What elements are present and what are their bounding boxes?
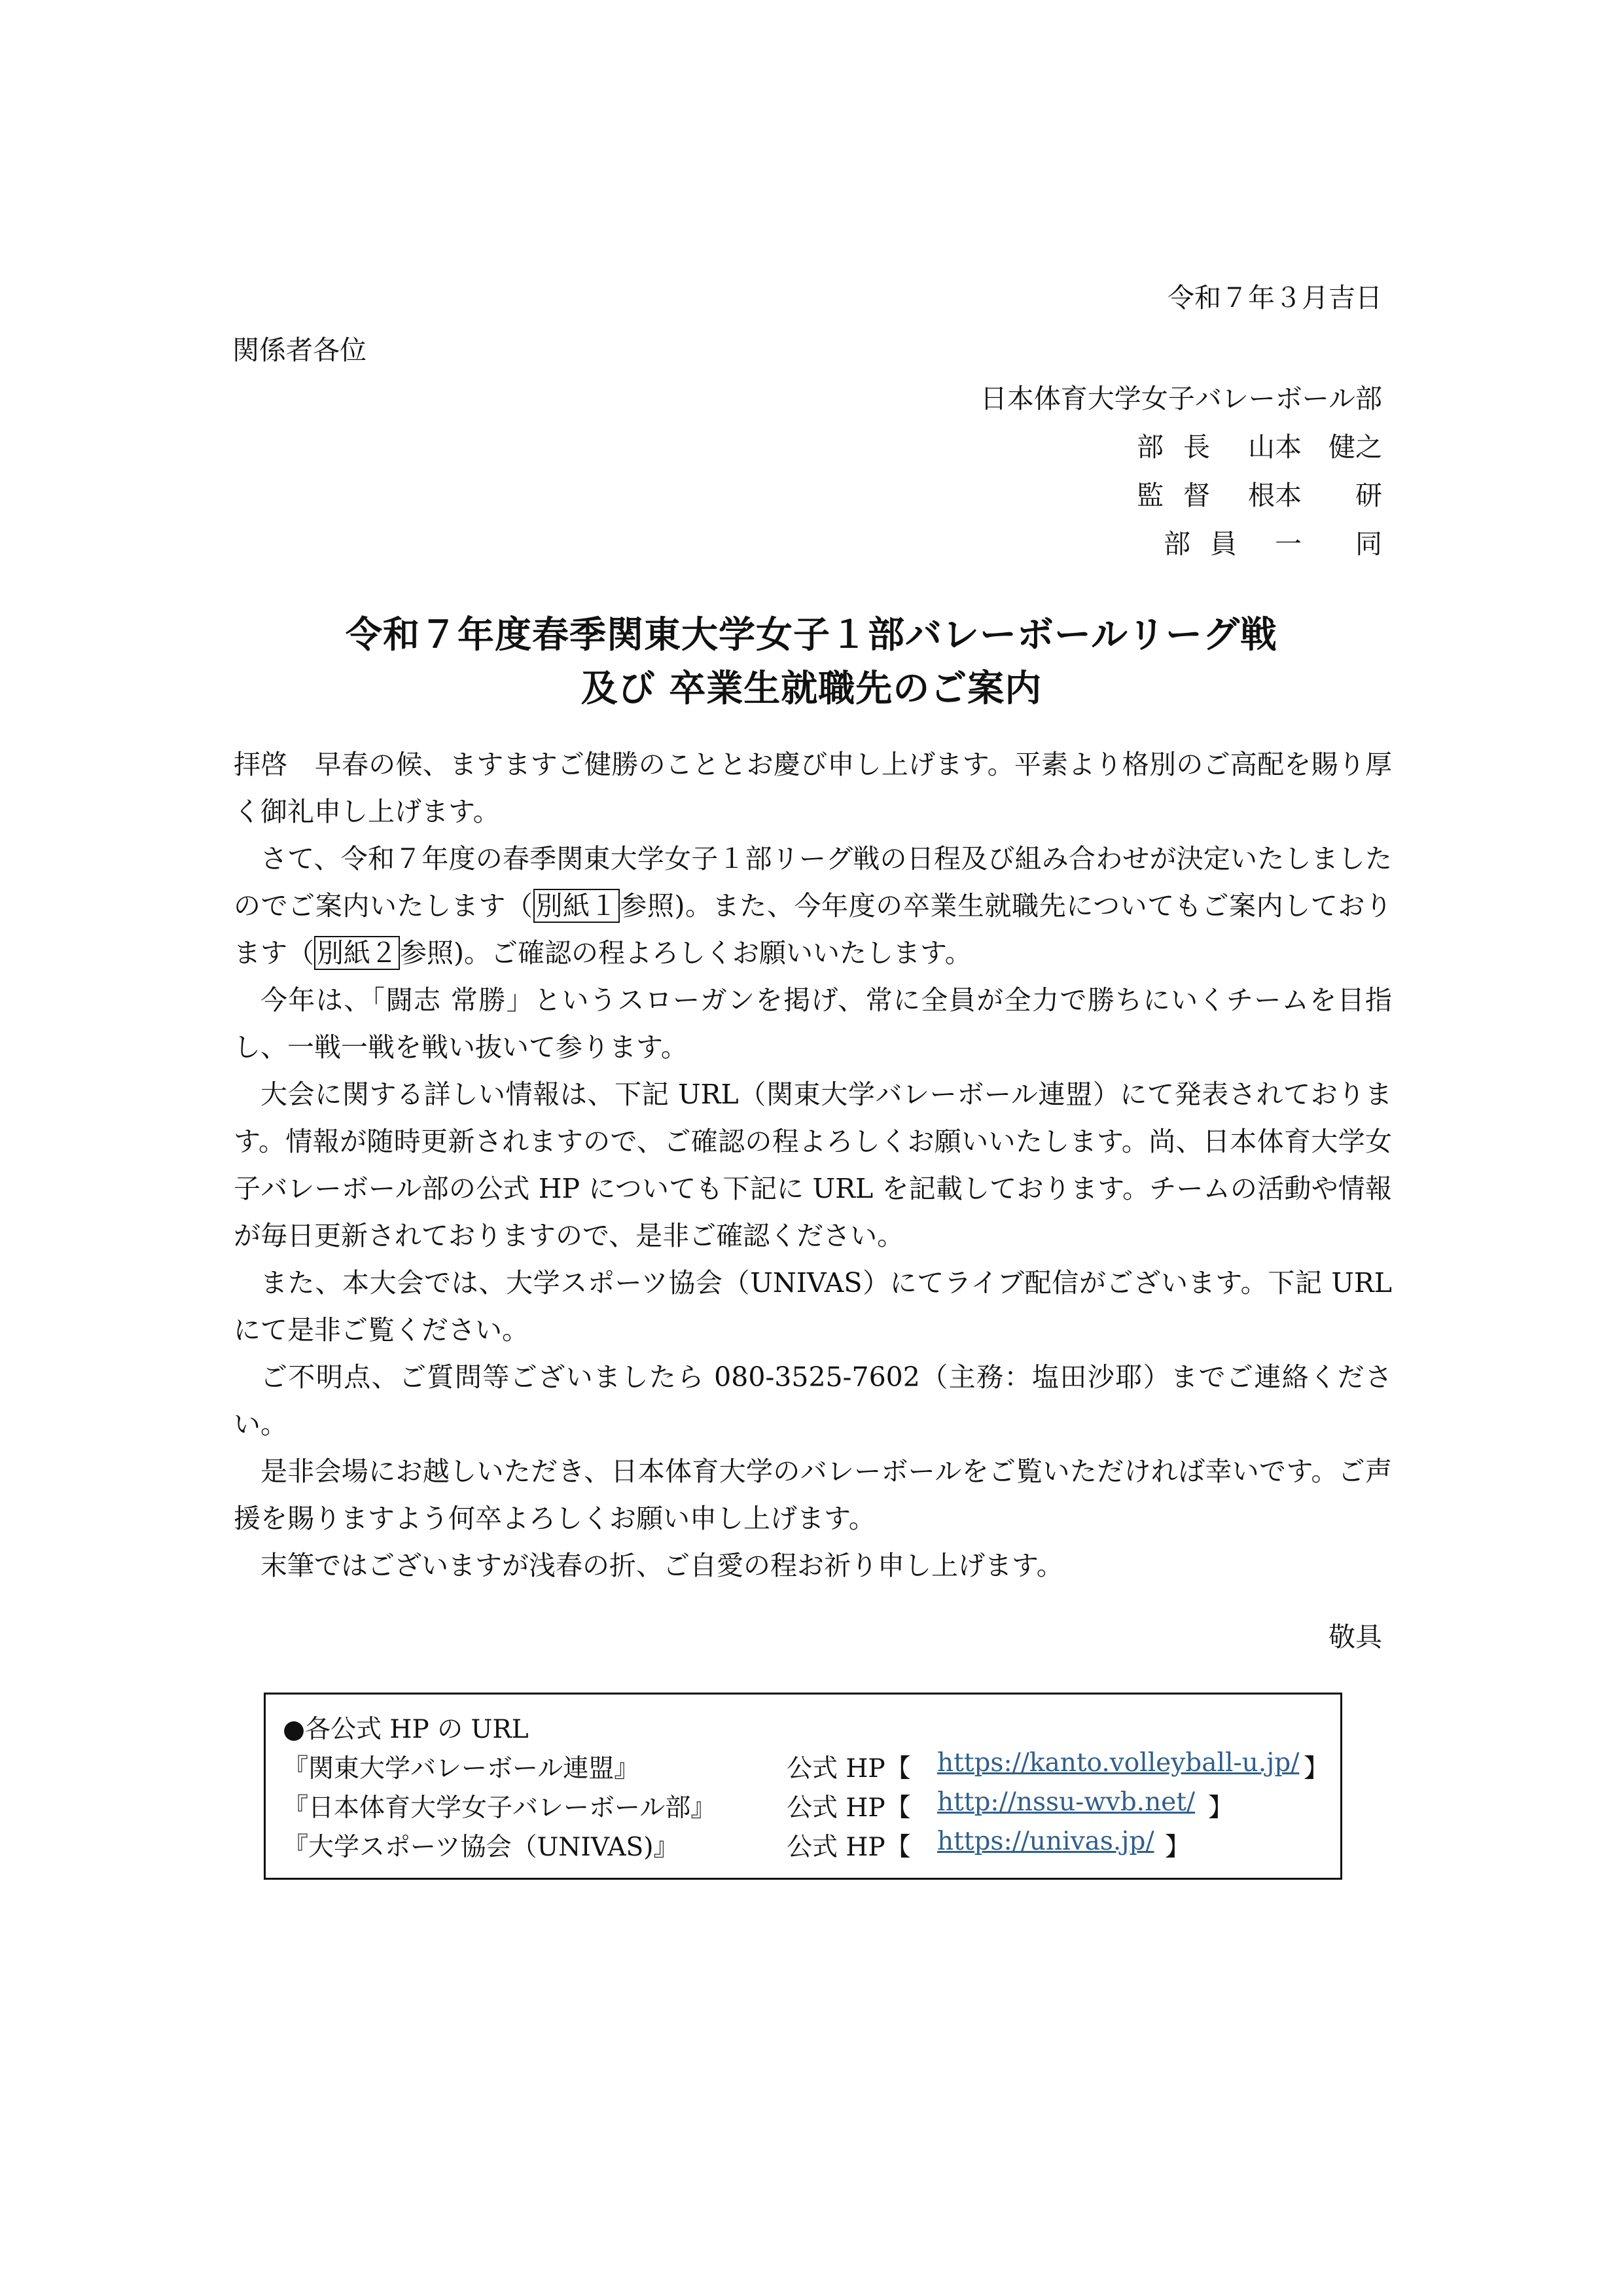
closing-word: 敬具 — [1329, 1621, 1382, 1653]
url-link[interactable]: http://nssu-wvb.net/ — [937, 1787, 1196, 1817]
signatory-name: 一 同 — [1275, 528, 1382, 560]
signatory-role: 監督 — [1137, 480, 1230, 511]
recipient: 関係者各位 — [232, 334, 366, 366]
url-link[interactable]: https://kanto.volleyball-u.jp/ — [937, 1748, 1300, 1778]
attachment-1-reference: 別紙１ — [533, 889, 620, 923]
paragraph-closing-wish: 末筆ではございますが浅春の折、ご自愛の程お祈り申し上げます。 — [260, 1550, 1063, 1581]
url-org-name: 『大学スポーツ協会（UNIVAS)』 — [283, 1833, 679, 1862]
signatory-role: 部長 — [1137, 431, 1230, 463]
attachment-2-reference: 別紙２ — [314, 936, 400, 970]
paragraph-live-stream: また、本大会では、大学スポーツ協会（UNIVAS）にてライブ配信がございます。下記 URL にて是非ご覧ください。 — [234, 1267, 1392, 1346]
signatory-members — [1164, 522, 1382, 561]
url-row — [283, 1827, 1330, 1866]
letter-body — [234, 741, 1392, 1589]
url-label: 公式 HP【 — [787, 1754, 911, 1784]
url-org-name: 『日本体育大学女子バレーボール部』 — [283, 1793, 717, 1823]
sender-organization: 日本体育大学女子バレーボール部 — [980, 383, 1382, 414]
url-row — [283, 1787, 1330, 1827]
signatory-captain — [1137, 425, 1382, 464]
url-link[interactable]: https://univas.jp/ — [937, 1827, 1154, 1856]
document-date: 令和７年３月吉日 — [1168, 282, 1382, 314]
url-label: 公式 HP【 — [787, 1793, 911, 1823]
paragraph-text: 参照)。ご確認の程よろしくお願いいたします。 — [400, 937, 972, 969]
paragraph-contact: ご不明点、ご質問等ございましたら 080-3525-7602（主務：塩田沙耶）までご連絡ください。 — [234, 1361, 1392, 1440]
paragraph-text: さて、令和７年度の春季関東大学女子１部リーグ戦の日程及び組み合わせが決定いたしましたのでご案内いたします（ — [234, 843, 1392, 922]
url-box-heading: ●各公式 HP の URL — [283, 1715, 529, 1744]
paragraph-announcement — [234, 835, 1392, 977]
paragraph-invitation: 是非会場にお越しいただき、日本体育大学のバレーボールをご覧いただければ幸いです。ご声援を賜りますよう何卒よろしくお願い申し上げます。 — [234, 1456, 1392, 1534]
document-title-line2: 及び 卒業生就職先のご案内 — [580, 668, 1043, 710]
url-row — [283, 1748, 1330, 1787]
url-close-bracket: 】 — [1304, 1754, 1330, 1784]
url-close-bracket: 】 — [1208, 1793, 1234, 1823]
signatory-coach — [1137, 474, 1382, 512]
paragraph-greeting: 拝啓 早春の候、ますますご健勝のこととお慶び申し上げます。平素より格別のご高配を賜り厚く御礼申し上げます。 — [234, 749, 1392, 827]
url-org-name: 『関東大学バレーボール連盟』 — [283, 1754, 640, 1784]
signatory-role: 部員 — [1164, 528, 1257, 560]
paragraph-slogan: 今年は、「闘志 常勝」というスローガンを掲げ、常に全員が全力で勝ちにいくチームを目指し、一戦一戦を戦い抜いて参ります。 — [234, 984, 1392, 1063]
paragraph-text: 参照)。また、今年度の卒業生就職先についてもご案内しております（ — [234, 890, 1392, 969]
paragraph-info: 大会に関する詳しい情報は、下記 URL（関東大学バレーボール連盟）にて発表されております。情報が随時更新されますので、ご確認の程よろしくお願いいたします。尚、日本体育大学女子バレーボール部の公式 HP についても下記に URL を記載しております。チームの活動や情報が毎日更新されておりますので、是非ご確認ください。 — [234, 1079, 1392, 1251]
url-label: 公式 HP【 — [787, 1833, 911, 1862]
signatory-name: 根本 研 — [1248, 480, 1382, 511]
document-title-line1: 令和７年度春季関東大学女子１部バレーボールリーグ戦 — [346, 614, 1277, 656]
signatory-name: 山本 健之 — [1248, 431, 1382, 463]
url-close-bracket: 】 — [1165, 1833, 1191, 1862]
url-box — [264, 1693, 1342, 1880]
